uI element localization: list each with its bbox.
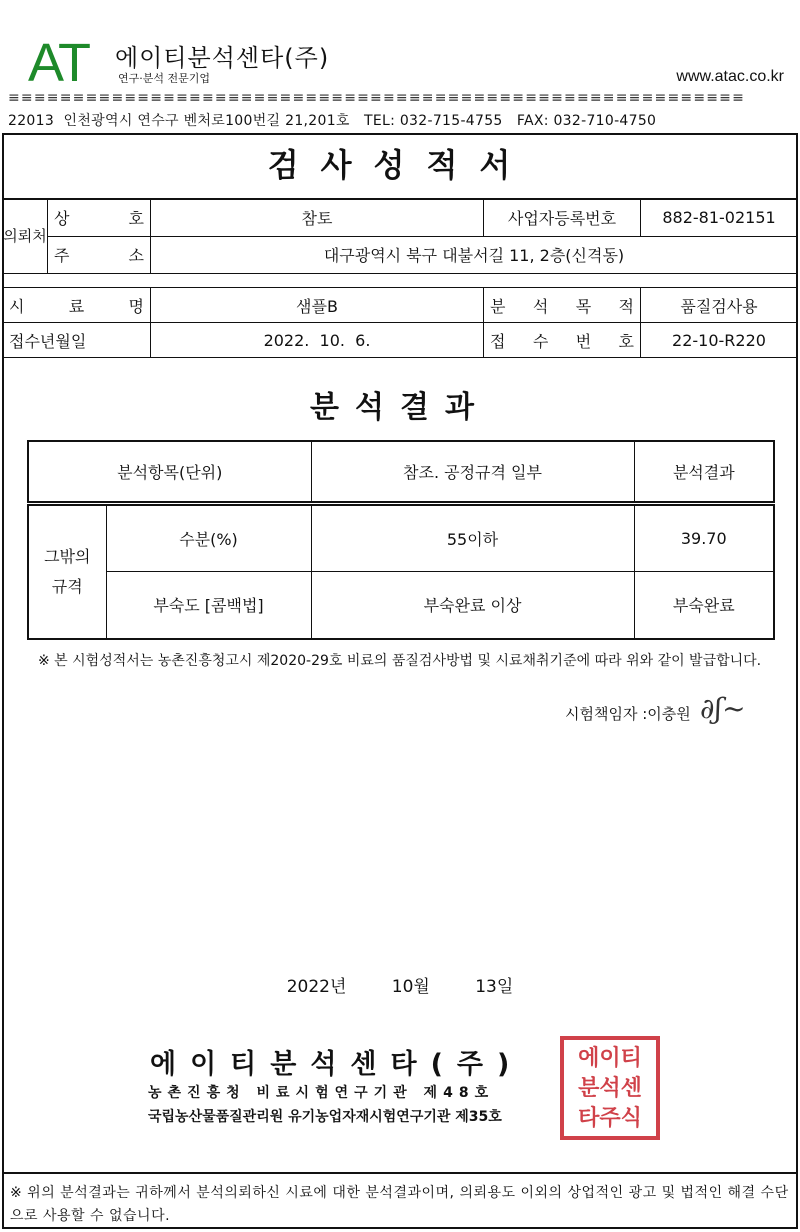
signer: 시험책임자 :이충원 [565,705,691,723]
signature: ∂ʃ~ [700,692,746,725]
receipt-date: 2022. 10. 6. [151,323,484,358]
issuer-company: 에이티분석센타(주) [150,1049,524,1080]
item: 부숙도 [콤백법] [106,571,311,639]
result: 39.70 [634,503,774,571]
results-table [27,440,775,640]
header-result: 분석결과 [634,441,774,503]
company-name: 에이티분석센타(주) [115,44,330,72]
issuance-note: ※ 본 시험성적서는 농촌진흥청고시 제2020-29호 비료의 품질검사방법 및 시료채취기준에 따라 위와 같이 발급합니다. [38,653,762,669]
sample-name-label: 시 료 명 [3,288,151,323]
client-address: 대구광역시 북구 대불서길 11, 2층(신격동) [151,236,798,273]
name-label: 상 호 [48,199,151,236]
client-group-label: 의뢰처 [3,199,48,273]
sample-name: 샘플B [151,288,484,323]
address-label: 주 소 [48,236,151,273]
issuer-registration-2: 국립농산물품질관리원 유기농업자재시험연구기관 제35호 [148,1109,502,1125]
issuer-registration-1: 농촌진흥청 비료시험연구기관 제48호 [148,1085,495,1101]
client-name: 참토 [151,199,484,236]
client-table [2,198,798,274]
receipt-date-label: 접수년월일 [3,323,151,358]
biz-no-label: 사업자등록번호 [484,199,641,236]
results-heading: 분석결과 [310,390,490,425]
website: www.atac.co.kr [676,68,784,85]
receipt-no: 22-10-R220 [641,323,798,358]
header-spec: 참조. 공정규격 일부 [311,441,634,503]
purpose: 품질검사용 [641,288,798,323]
table-row [28,503,774,571]
purpose-label: 분 석 목 적 [484,288,641,323]
spec: 부숙완료 이상 [311,571,634,639]
receipt-no-label: 접 수 번 호 [484,323,641,358]
group-label: 그밖의 규격 [28,503,106,639]
company-subtitle: 연구·분석 전문기업 [118,72,211,85]
company-address: 22013 인천광역시 연수구 벤처로100번길 21,201호 TEL: 032-715-4755 FAX: 032-710-4750 [8,113,657,129]
separator-line: ≡≡≡≡≡≡≡≡≡≡≡≡≡≡≡≡≡≡≡≡≡≡≡≡≡≡≡≡≡≡≡≡≡≡≡≡≡≡≡≡≡≡≡≡≡≡≡≡≡≡≡≡≡≡≡≡≡ [8,90,746,106]
company-logo: AT [28,33,89,93]
footer-divider [2,1172,798,1174]
biz-no: 882-81-02151 [641,199,798,236]
header-item: 분석항목(단위) [28,441,311,503]
footer-disclaimer: ※ 위의 분석결과는 귀하께서 분석의뢰하신 시료에 대한 분석결과이며, 의뢰용도 이외의 상업적인 광고 및 법적인 해결 수단으로 사용할 수 없습니다. [10,1185,789,1224]
spec: 55이하 [311,503,634,571]
result: 부숙완료 [634,571,774,639]
company-seal: 에이티 분석센 타주식 [560,1036,660,1140]
table-row [28,571,774,639]
item: 수분(%) [106,503,311,571]
document-title: 검사성적서 [267,146,533,184]
issue-date: 2022년 10월 13일 [286,977,514,997]
sample-table [2,287,798,358]
